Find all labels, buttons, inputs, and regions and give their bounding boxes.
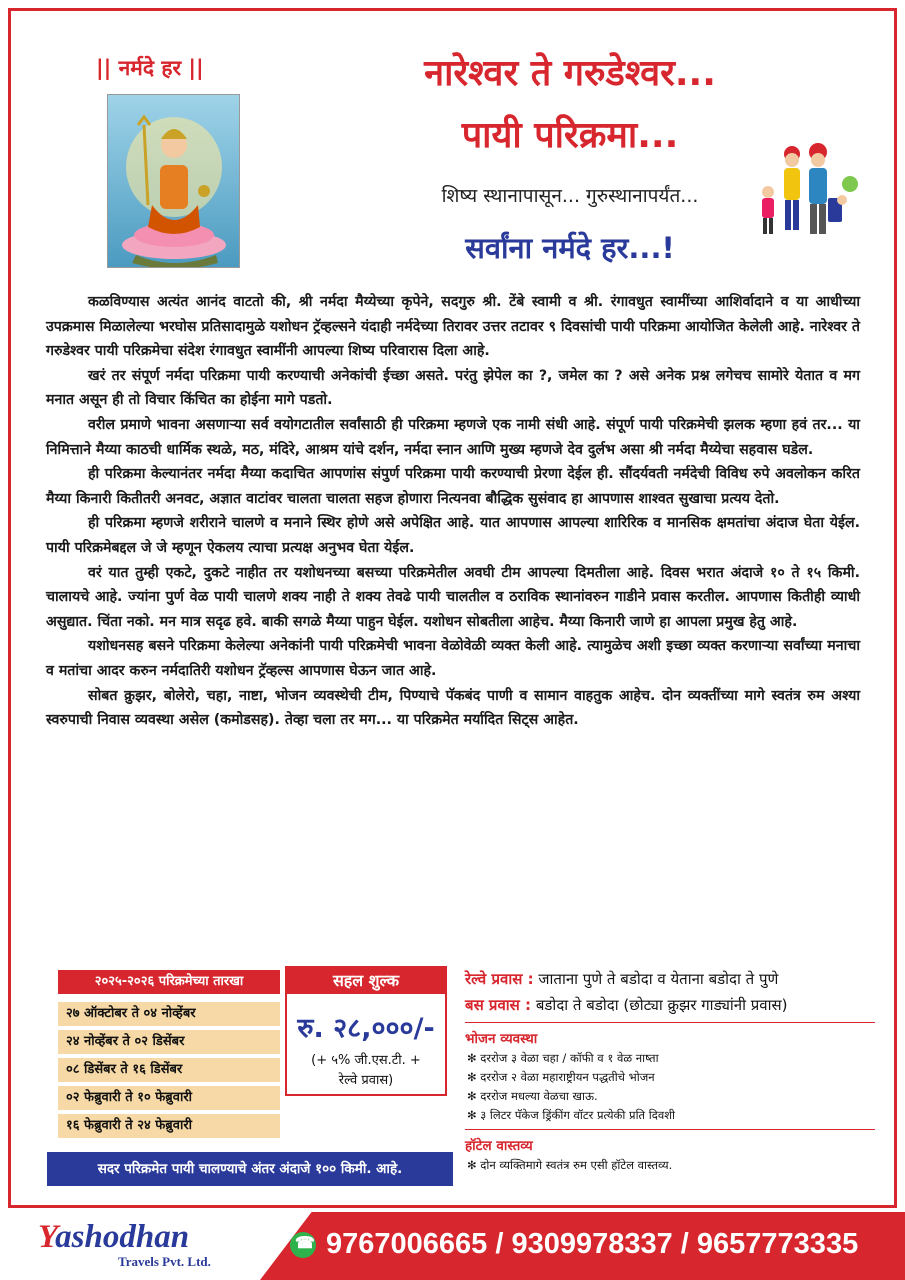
divider (465, 1022, 875, 1023)
footer (0, 1212, 905, 1280)
asterisk-icon: ✻ (467, 1158, 481, 1172)
contact-phones (290, 1228, 900, 1261)
hotel-heading: हॉटेल वास्तव्य (465, 1138, 533, 1154)
rail-travel-text: जाताना पुणे ते बडोदा व येताना बडोदा ते पुणे (538, 970, 779, 988)
tour-date-row: ०८ डिसेंबर ते १६ डिसेंबर (58, 1058, 280, 1082)
paragraph: खरं तर संपूर्ण नर्मदा परिक्रमा पायी करण्याची अनेकांची ईच्छा असते. परंतु झेपेल का ?, जमेल का ? असे अनेक प्रश्न लगेचच सामोरे येतात व मग मनात असून ही तो विचार किंचित का होईना मागे पडतो. (46, 367, 860, 409)
paragraph: ही परिक्रमा केल्यानंतर नर्मदा मैय्या कदाचित आपणांस संपुर्ण परिक्रमा पायी करण्याची प्रेरणा देईल ही. सौंदर्यवती नर्मदेची विविध रुपे अवलोकन करित मैय्या किनारी कितीतरी अनवट, अज्ञात वाटांवर चालता चालता सहज होणारा नित्यनवा बौद्धिक सुसंवाद हा आपणास शाश्वत सुखाचा प्रत्यय देतो. (46, 466, 860, 507)
rail-travel-line (465, 966, 875, 992)
family-travelers-illustration (752, 140, 862, 245)
asterisk-icon: ✻ (467, 1070, 481, 1084)
tour-date-row: २७ ऑक्टोबर ते ०४ नोव्हेंबर (58, 1002, 280, 1026)
meal-item: ✻ दररोज मधल्या वेळचा खाऊ. (467, 1089, 598, 1103)
tour-dates-table (58, 970, 280, 1138)
paragraph: वरील प्रमाणे भावना असणाऱ्या सर्व वयोगटातील सर्वांसाठी ही परिक्रमा म्हणजे एक नामी संधी आहे. संपूर्ण पायी परिक्रमेची झलक म्हणा हवं तर... या निमित्ताने मैय्या काठची धार्मिक स्थळे, मठ, मंदिरे, आश्रम यांचे दर्शन, नर्मदा स्नान आणि मुख्य म्हणजे देव दुर्लभ असा श्री नर्मदा मैय्येचा सहवास घडेल. (46, 416, 860, 458)
divider (465, 1129, 875, 1130)
yashodhan-logo (38, 1220, 258, 1270)
asterisk-icon: ✻ (467, 1089, 481, 1103)
bus-travel-text: बडोदा ते बडोदा (छोट्या क्रुझर गाड्यांनी प्रवास) (535, 996, 788, 1014)
logo-subtitle: Travels Pvt. Ltd. (118, 1254, 211, 1269)
subtitle: शिष्य स्थानापासून... गुरुस्थानापर्यंत... (441, 185, 699, 207)
logo-name: Yashodhan (38, 1219, 190, 1255)
tour-dates-heading: २०२५-२०२६ परिक्रमेच्या तारखा (58, 970, 280, 994)
asterisk-icon: ✻ (467, 1051, 481, 1065)
tagline: || नर्मदे हर || (96, 56, 204, 80)
meal-item: ✻ दररोज ३ वेळा चहा / कॉफी व १ वेळ नाष्ता (467, 1051, 659, 1065)
tour-date-row: १६ फेब्रुवारी ते २४ फेब्रुवारी (58, 1114, 280, 1138)
meal-item: ✻ दररोज २ वेळा महाराष्ट्रीयन पद्धतीचे भोजन (467, 1070, 655, 1084)
page-title-line2: पायी परिक्रमा... (461, 115, 679, 156)
hotel-item: ✻ दोन व्यक्तिमागे स्वतंत्र रुम एसी हॉटेल वास्तव्य. (467, 1158, 673, 1172)
paragraph: वरं यात तुम्ही एकटे, दुकटे नाहीत तर यशोधनच्या बसच्या परिक्रमेतील अवघी टीम आपल्या दिमतीला आहे. दिवस भरात अंदाजे १० ते १५ किमी. चालायचे आहे. ज्यांना पुर्ण वेळ पायी चालणे शक्य नाही ते शक्य तेवढे पायी चालतील व ठराविक स्थानांवरुन गाडीने प्रवास करतील. आपणास कितीही व्याधी असुद्यात. चिंता नको. मन मात्र सदृढ हवे. बाकी सगळे मैय्या पाहुन घेईल. यशोधन सोबतीला आहेच. मैय्या किनारी जाणे हा आपला प्रमुख हेतु आहे. (46, 564, 860, 630)
rail-travel-label: रेल्वे प्रवास : (465, 970, 534, 988)
fee-note-line2: रेल्वे प्रवास) (338, 1073, 394, 1088)
fee-heading: सहल शुल्क (287, 968, 445, 994)
greeting: सर्वांना नर्मदे हर...! (465, 231, 675, 265)
fee-amount: रु. २८,०००/- (297, 1013, 435, 1044)
tour-fee-box (285, 966, 447, 1096)
paragraph: सोबत क्रुझर, बोलेरो, चहा, नाष्टा, भोजन व्यवस्थेची टीम, पिण्याचे पॅकबंद पाणी व सामान वाहतुक आहेच. दोन व्यक्तींच्या मागे स्वतंत्र रुम अश्या स्वरुपाची निवास व्यवस्था असेल (कमोडसह). तेव्हा चला तर मग... या परिक्रमेत मर्यादित सिट्स आहेत. (46, 687, 860, 729)
tour-date-row: २४ नोव्हेंबर ते ०२ डिसेंबर (58, 1030, 280, 1054)
fee-note-line1: (+ ५% जी.एस.टी. + (311, 1053, 421, 1068)
meal-item: ✻ ३ लिटर पॅकेज ड्रिंकींग वॉटर प्रत्येकी प्रति दिवशी (467, 1108, 676, 1122)
walking-distance-note: सदर परिक्रमेत पायी चालण्याचे अंतर अंदाजे १०० किमी. आहे. (47, 1152, 453, 1186)
paragraph: यशोधनसह बसने परिक्रमा केलेल्या अनेकांनी पायी परिक्रमेची भावना वेळोवेळी व्यक्त केली आहे. त्यामुळेच अशी इच्छा व्यक्त करणाऱ्या सर्वांच्या मनाचा व मतांचा आदर करुन नर्मदातिरी यशोधन ट्रॅव्हल्स आपणास घेऊन जात आहे. (46, 638, 860, 679)
bus-travel-line (465, 992, 875, 1018)
whatsapp-phone-icon (290, 1232, 316, 1258)
page-title-line1: नारेश्वर ते गरुडेश्वर... (424, 53, 716, 94)
paragraph: कळविण्यास अत्यंत आनंद वाटतो की, श्री नर्मदा मैय्येच्या कृपेने, सदगुरु श्री. टेंबे स्वामी व श्री. रंगावधुत स्वामींच्या आशिर्वादाने व या आधीच्या उपक्रमास मिळालेल्या भरघोस प्रतिसादामुळे यशोधन ट्रॅव्हल्सने यंदाही नर्मदेच्या तिरावर उत्तर तटावर ९ दिवसांची पायी परिक्रमा आयोजित केलेली आहे. नारेश्वर ते गरुडेश्वर पायी परिक्रमेचा संदेश रंगावधुत स्वामींनी आपल्या शिष्य परिवारास दिला आहे. (46, 294, 860, 360)
paragraph: ही परिक्रमा म्हणजे शरीराने चालणे व मनाने स्थिर होणे असे अपेक्षित आहे. यात आपणास आपल्या शारिरिक व मानसिक क्षमतांचा अंदाज घेता येईल. पायी परिक्रमेबद्दल जे जे म्हणून ऐकलय त्याचा प्रत्यक्ष अनुभव घेता येईल. (46, 515, 860, 556)
phone-numbers[interactable]: 9767006665 / 9309978337 / 9657773335 (326, 1228, 859, 1260)
narmada-deity-image (107, 94, 240, 268)
description-body (46, 290, 860, 733)
meals-heading: भोजन व्यवस्था (465, 1031, 538, 1047)
bus-travel-label: बस प्रवास : (465, 996, 532, 1014)
tour-info-panel (465, 966, 875, 1175)
asterisk-icon: ✻ (467, 1108, 481, 1122)
tour-date-row: ०२ फेब्रुवारी ते १० फेब्रुवारी (58, 1086, 280, 1110)
